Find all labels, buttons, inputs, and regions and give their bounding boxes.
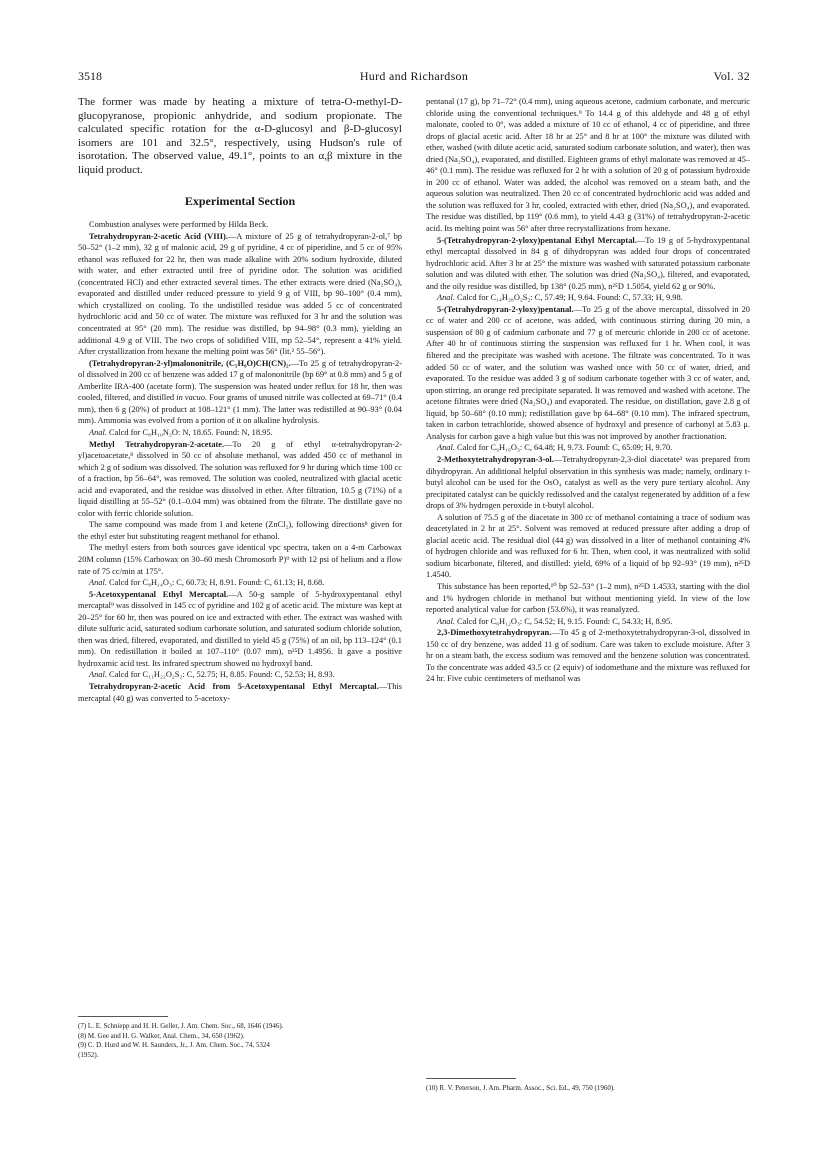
compound-heading: Methyl Tetrahydropyran-2-acetate. [89,439,225,449]
compound-heading: 5-(Tetrahydropyran-2-yloxy)pentanal. [437,304,574,314]
analysis-text: Calcd for C₆H₁₂O₃: C, 54.52; H, 9.15. Found: C, 54.33; H, 8.95. [454,616,673,626]
paragraph [426,235,750,293]
paragraph [78,439,402,520]
italic-text: in vacuo [176,393,205,403]
anal-label: Anal. [437,443,455,453]
compound-heading: (Tetrahydropyran-2-yl)malononitrile, (C₅H₉O)CH(CN)₂. [89,358,291,368]
compound-heading: 2,3-Dimethoxytetrahydropyran. [437,628,552,638]
compound-heading: Tetrahydropyran-2-acetic Acid (VIII). [89,231,228,241]
anal-label: Anal. [89,670,107,680]
paragraph [426,454,750,512]
anal-label: Anal. [89,427,107,437]
paragraph [426,627,750,685]
paragraph: Combustion analyses were performed by Hilda Beck. [89,220,269,230]
paragraph: pentanal (17 g), bp 71–72° (0.4 mm), using aqueous acetone, cadmium carbonate, and mercuric chloride using the conventional techniques.⁹ To 14.4 g of this aldehyde and 48 g of ethyl malonate, cooled to 0°, was added a mixture of 10 cc of ethanol, 4 cc of piperidine, and three drops of glacial acetic acid. After 18 hr at 25° and 8 hr at 100° the mixture was diluted with ether, washed (with dilute acetic acid, saturated sodium carbonate solution, and water), then was dried (Na₂SO₄), evaporated, and distilled. Eighteen grams of ethyl malonate was removed at 45–46° (0.1 mm). The residue was refluxed for 2 hr with a solution of 20 g of potassium hydroxide in 200 cc of ethanol. Water was added, the alcohol was removed on a steam bath, and the aqueous solution was neutralized. Then 20 cc of concentrated hydrochloric acid was added and the solution was refluxed for 3 hr, cooled, extracted with ether, dried (Na₂SO₄), and evaporated. The residue was distilled, bp 119° (0.6 mm), to yield 4.43 g (31%) of tetrahydropyran-2-acetic acid. Its melting point was 56° after three recrystallizations from hexane. [426,97,750,234]
anal-label: Anal. [437,293,455,303]
footnote: (8) M. Gee and H. G. Walker, Anal. Chem., 34, 650 (1962). [78,1031,245,1040]
left-column [78,96,402,704]
running-header [78,69,750,85]
paragraph-text: —To 45 g of 2-methoxytetrahydropyran-3-ol, dissolved in 150 cc of dry benzene, was added 11 g of sodium. Care was taken to exclude moisture. After 3 hr on a steam bath, the excess sodium was removed and the benzene solution was concentrated. To the concentrate was added 43.5 cc (2 equiv) of iodomethane and the mixture was refluxed for 24 hr. Five cubic centimeters of methanol was [426,628,750,684]
paragraph [78,231,402,358]
paragraph-text: —Tetrahydropyran-2,3-diol diacetate³ was prepared from dihydropyran. An additional helpful observation in this synthesis was made; namely, ordinary t-butyl alcohol can be used for the OsO₄ catalyst as well as the very pure tertiary alcohol. Any precipitated catalyst can be quickly redissolved and the catalyst regenerated by addition of a few drops of 3% hydrogen peroxide in t-butyl alcohol. [426,454,750,511]
analysis-line [426,616,750,628]
volume-label: Vol. 32 [713,69,750,83]
paragraph-text: —To 25 g of the above mercaptal, dissolved in 20 cc of water and 200 cc of acetone, was added, with continuous stirring during 20 min, a suspension of 80 g of cadmium carbonate and 77 g of mercuric chloride in 200 cc of acetone. After 40 hr of continuous stirring the suspension was refluxed for 1 hr. When cool, it was filtered and the precipitate was washed with acetone. The filtrate was concentrated. To it was added 50 cc of water, and the solution was washed once with 50 cc of water, dried, and evaporated. To the residue was added 3 g of sodium carbonate together with 3 cc of water, and, upon stirring, an orange red precipitate separated. It was removed and washed with acetone. The acetone filtrates were dried (Na₂SO₄) and evaporated. The residue, on distillation, gave 2.8 g of liquid, bp 50–68° (0.10 mm); redistillation gave bp 64–68° (0.10 mm). The infrared spectrum, taken in carbon tetrachloride, showed absence of hydroxyl and presence of carbonyl at 5.83 μ. Analysis for carbon gave a high value but this was not improved by another fractionation. [426,304,750,441]
paragraph [78,358,402,427]
paragraph: A solution of 75.5 g of the diacetate in 300 cc of methanol containing a trace of sodium was deacetylated in 2 hr at 25°. Solvent was removed at reduced pressure after adding a drop of glacial acetic acid. The residual diol (44 g) was dissolved in a liter of methanol containing 4% of hydrogen chloride and was refluxed for 6 hr. Then, when cool, it was neutralized with solid sodium bicarbonate, filtered, and distilled: yield, 69% of a liquid of bp 92–93° (19 mm), n²⁵D 1.4540. [426,512,750,580]
analysis-line [78,577,402,589]
running-head: Hurd and Richardson [359,69,469,83]
analysis-line [78,427,402,439]
analysis-line [426,292,750,304]
anal-label: Anal. [89,578,107,588]
paragraph: This substance has been reported,¹⁰ bp 52–53° (1–2 mm), n²⁵D 1.4533, starting with the diol and 1% hydrogen chloride in methanol but without mentioning yield. In view of the low reported analytical value for carbon (53.6%), it was reanalyzed. [426,581,750,615]
footnotes-right [426,1078,750,1094]
footnote: (1952). [78,1050,99,1059]
paragraph-text: —To 20 g of ethyl α-tetrahydropyran-2-yl)acetoacetate,⁸ dissolved in 50 cc of absolute methanol, was added 450 cc of methanol in which 2 g of sodium was dissolved. The solution was refluxed for 9 hr during which time 100 cc of a fraction, bp 56–64°, was removed. The solution was cooled, neutralized with glacial acetic acid and evaporated, and the residue was dissolved in ether. After filtration, 10.5 g (71%) of a liquid distilling at 55–52° (0.1–0.04 mm) was obtained from the filtrate. The distillate gave no color with ferric chloride solution. [78,439,402,518]
compound-heading: 5-(Tetrahydropyran-2-yloxy)pentanal Ethyl Mercaptal. [437,235,637,245]
paragraph-text: —To 19 g of 5-hydroxypentanal ethyl mercaptal dissolved in 84 g of dihydropyran was added four drops of concentrated hydrochloric acid. After 3 hr at 25° the mixture was washed with saturated potassium carbonate solution and was diluted with ether. The solution was dried (Na₂SO₄), filtered, and evaporated, and the oily residue was distilled, bp 138° (0.25 mm), n²⁵D 1.5054, yield 62 g or 90%. [426,235,750,291]
analysis-text: Calcd for C₉H₁₆O₃: C, 64.48; H, 9.73. Found: C, 65.09; H, 9.70. [454,443,673,453]
analysis-line [426,442,750,454]
paragraph-text: —To 25 g of tetrahydropyran-2-ol dissolved in 200 cc of benzene was added 17 g of malononitrile (bp 69° at 0.8 mm) and 5 g of Amberlite IRA-400 (acetate form). The suspension was heated under reflux for 18 hr, then was cooled, filtered, and distilled [78,358,402,403]
paragraph-text: —A 50-g sample of 5-hydroxypentanal ethyl mercaptal⁹ was dissolved in 145 cc of pyridine and 102 g of acetic acid. The mixture was kept at 20–25° for 60 hr, then was poured on ice and extracted with ether. The extract was washed with dilute sulfuric acid, saturated sodium carbonate solution, and saturated sodium chloride solution, then was dried, filtered, evaporated, and distilled to yield 45 g (75%) of an oil, bp 113–124° (0.1 mm). On redistillation it boiled at 107–110° (0.07 mm), n²⁵D 1.4956. It gave a positive hydroxamic acid test. Its infrared spectrum showed no hydroxyl band. [78,589,403,668]
intro-paragraph: The former was made by heating a mixture of tetra-O-methyl-D-glucopyranose, propionic anhydride, and sodium propionate. The calculated specific rotation for the α-D-glucosyl and β-D-glucosyl isomers are 101 and 32.5°, respectively, using Hudson's rule of isorotation. The observed value, 49.1°, points to an α,β mixture in the liquid product. [78,96,402,176]
paragraph [78,681,402,704]
footnote: (7) L. E. Schniepp and H. H. Geller, J. Am. Chem. Soc., 68, 1646 (1946). [78,1022,284,1030]
analysis-text: Calcd for C₈H₁₄O₃: C, 60.73; H, 8.91. Found: C, 61.13; H, 8.68. [106,578,325,588]
paragraph-text: —This mercaptal (40 g) was converted to 5-acetoxy- [78,681,402,703]
paragraph-text: —A mixture of 25 g of tetrahydropyran-2-ol,⁷ bp 50–52° (1–2 mm), 32 g of malonic acid, 29 g of pyridine, 4 cc of piperidine, and 5 cc of 95% ethanol was refluxed for 22 hr, then was made alkaline with 20% sodium hydroxide, diluted with water, and ether extracted until free of pyridine odor. The solution was acidified (concentrated HCl) and ether extracted several times. The ether extracts were dried (Na₂SO₄), evaporated and distilled under reduced pressure to yield 9 g of VIII, bp 90–100° (0.4 mm), which crystallized on cooling. To the undistilled residue was added 5 cc of concentrated hydrochloric acid and 50 cc of water. The mixture was refluxed for 3 hr and the solution was concentrated at 95° (20 mm). The residue was distilled, bp 94–98° (0.3 mm), yielding an additional 4.9 g of VIII. The two crops of solidified VIII, mp 52–54°, represent a 41% yield. After crystallization from hexane the melting point was 56° (lit.² 55–56°). [78,231,402,357]
footnote: (10) R. V. Peterson, J. Am. Pharm. Assoc., Sci. Ed., 49, 750 (1960). [426,1084,615,1092]
paragraph: The methyl esters from both sources gave identical vpc spectra, taken on a 4-m Carbowax 20M column (15% Carbowax on 30–60 mesh Chromosorb P)⁹ with 12 psi of helium and a flow rate of 75 cc/min at 175°. [78,543,402,576]
footnote-rule [78,1016,168,1017]
footnote: (9) C. D. Hurd and W. H. Saunders, Jr., J. Am. Chem. Soc., 74, 5324 [78,1041,270,1050]
paragraph-text: . Four grams of unused nitrile was collected at 69–71° (0.4 mm), then 6 g (20%) of product at 108–121° (1 mm). The latter was redistilled at 90–93° (0.04 mm). Ammonia was evolved from a portion of it on alkaline hydrolysis. [78,393,402,426]
paragraph [426,304,750,443]
page-number: 3518 [78,69,102,83]
compound-heading: Tetrahydropyran-2-acetic Acid from 5-Acetoxypentanal Ethyl Mercaptal. [89,681,379,691]
compound-heading: 5-Acetoxypentanal Ethyl Mercaptal. [89,589,229,599]
section-title: Experimental Section [184,193,296,208]
paragraph: The same compound was made from I and ketene (ZnCl₂), following directions⁸ given for the ethyl ester but substituting reagent methanol for ethanol. [78,520,402,541]
paragraph [78,589,402,670]
right-column [426,96,750,685]
compound-heading: 2-Methoxytetrahydropyran-3-ol. [437,454,554,464]
footnotes-left [78,1016,402,1060]
footnote-rule [426,1078,516,1079]
analysis-line [78,669,402,681]
analysis-text: Calcd for C₁₁H₂₂O₂S₂: C, 52.75; H, 8.85. Found: C, 52.53; H, 8.93. [106,670,335,680]
analysis-text: Calcd for C₈H₁₀N₂O: N, 18.65. Found: N, 18.95. [106,427,273,437]
anal-label: Anal. [437,616,455,626]
analysis-text: Calcd for C₁₄H₂₈O₂S₂: C, 57.49; H, 9.64. Found: C, 57.33; H, 9.98. [454,293,683,303]
